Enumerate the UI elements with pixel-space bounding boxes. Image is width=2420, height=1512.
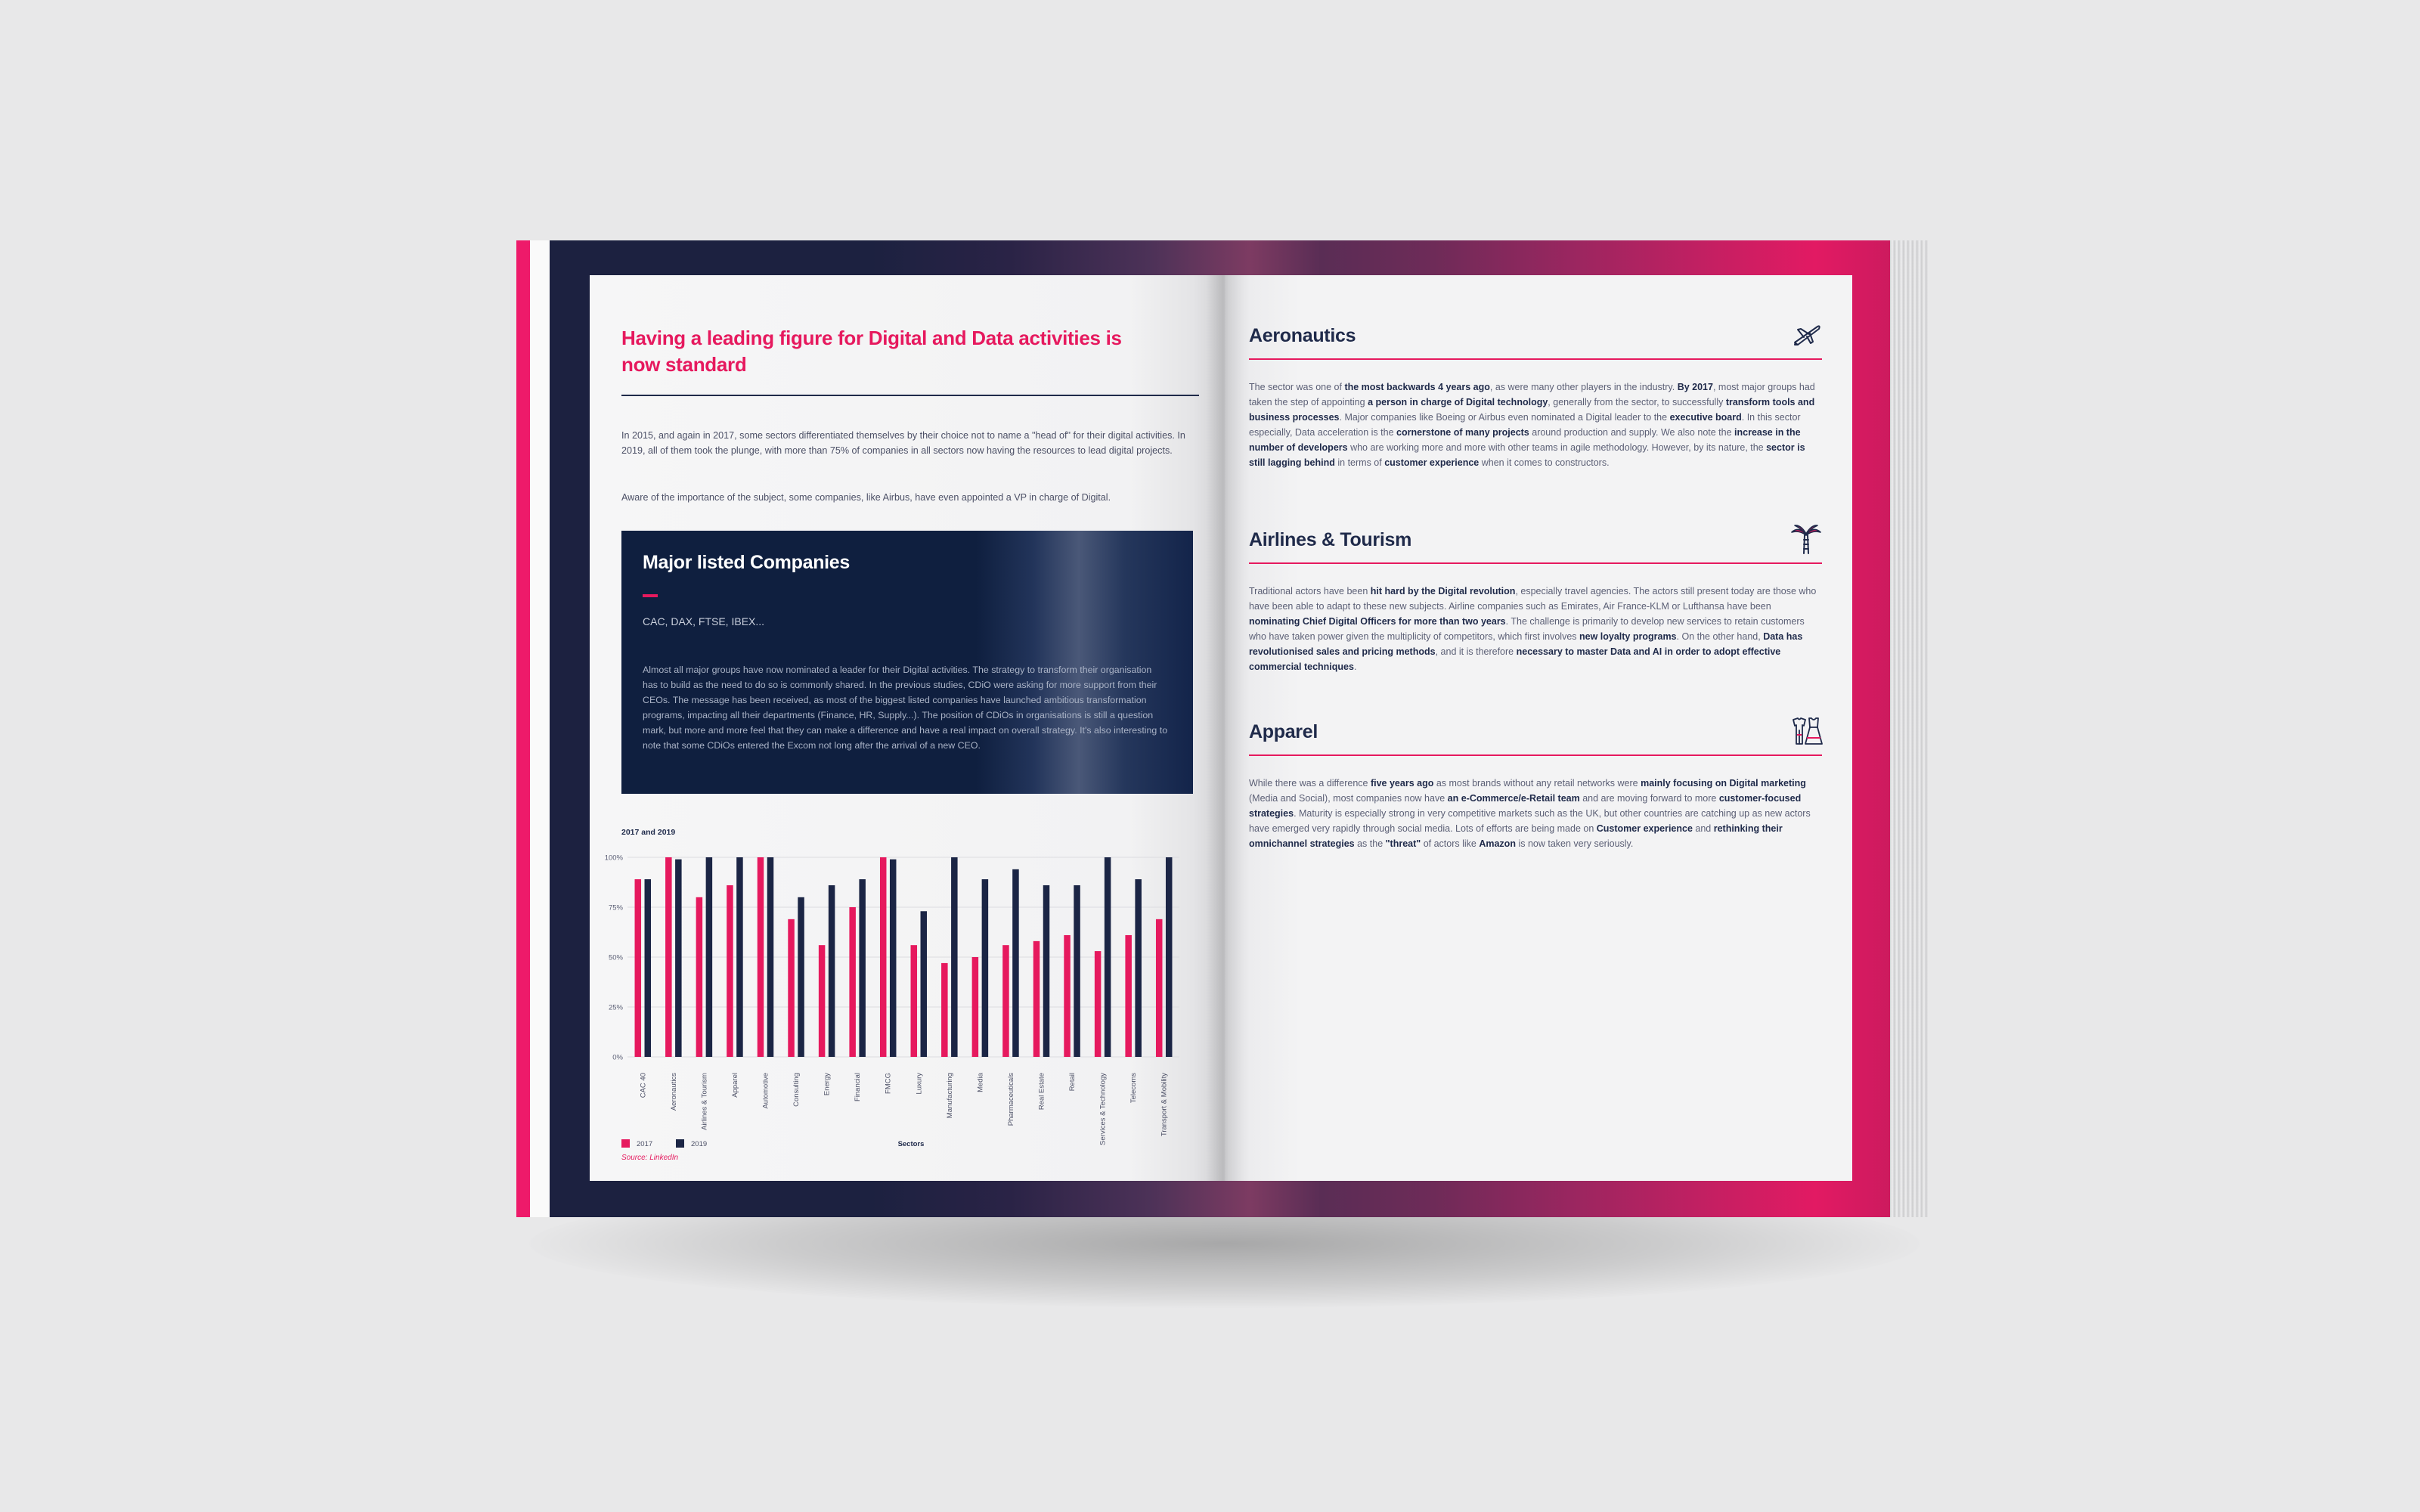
x-tick-label: Real Estate xyxy=(1037,1073,1046,1111)
legend-label: 2019 xyxy=(691,1140,708,1148)
x-tick-label: Airlines & Tourism xyxy=(700,1073,709,1130)
bar-2017 xyxy=(635,879,642,1057)
title-divider xyxy=(621,395,1199,396)
bar-2019 xyxy=(951,857,958,1057)
bar-2019 xyxy=(1012,869,1019,1057)
bar-2017 xyxy=(1033,941,1040,1057)
bar-2017 xyxy=(1002,945,1009,1057)
bar-2017 xyxy=(911,945,918,1057)
x-tick-label: Aeronautics xyxy=(669,1073,678,1111)
page-stack-right xyxy=(1890,240,1928,1217)
left-page xyxy=(590,275,1225,1181)
section-divider xyxy=(1249,358,1822,360)
bar-2019 xyxy=(736,857,743,1057)
bar-2019 xyxy=(982,879,989,1057)
bar-2019 xyxy=(921,911,928,1057)
bar-2017 xyxy=(788,919,795,1057)
y-tick-label: 100% xyxy=(604,854,623,863)
bar-2019 xyxy=(859,879,866,1057)
bar-2017 xyxy=(727,885,733,1057)
section-divider xyxy=(1249,754,1822,756)
legend-label: 2017 xyxy=(637,1140,653,1148)
bar-2019 xyxy=(1043,885,1050,1057)
x-tick-label: CAC 40 xyxy=(639,1073,648,1098)
x-tick-label: Luxury xyxy=(915,1073,924,1095)
major-companies-box xyxy=(621,531,1193,794)
page-title: Having a leading figure for Digital and Data activities is now standard xyxy=(621,327,1122,376)
bar-2019 xyxy=(1135,879,1142,1057)
x-tick-label: Media xyxy=(976,1073,985,1092)
bar-2019 xyxy=(1074,885,1080,1057)
section-title: Aeronautics xyxy=(1249,325,1356,346)
bar-2019 xyxy=(1105,857,1111,1057)
box-subtitle: CAC, DAX, FTSE, IBEX... xyxy=(643,615,765,627)
legend-swatch-2017 xyxy=(621,1139,630,1148)
x-tick-label: Energy xyxy=(823,1073,832,1096)
legend-swatch-2019 xyxy=(676,1139,684,1148)
palm-tree-icon xyxy=(1789,522,1824,556)
x-tick-label: Manufacturing xyxy=(945,1073,954,1119)
bar-2017 xyxy=(941,963,948,1057)
section-title: Airlines & Tourism xyxy=(1249,529,1412,550)
y-tick-label: 75% xyxy=(608,903,623,912)
bar-2019 xyxy=(767,857,774,1057)
x-tick-label: Financial xyxy=(854,1073,863,1102)
x-tick-label: FMCG xyxy=(884,1073,893,1094)
y-tick-label: 25% xyxy=(608,1003,623,1012)
section-body: The sector was one of the most backwards 4 years ago, as were many other players in the industry. By 2017, most major groups had taken the step of appointing a person in charge of Digital technology, generally from the sector, to successfully transform tools and business processes. Major companies like Boeing or Airbus even nominated a Digital leader to the executive board. In this sector especially, Data acceleration is the cornerstone of many projects around production and supply. We also note the increase in the number of developers who are working more and more with other teams in agile methodology. However, by its nature, the sector is still lagging behind in terms of customer experience when it comes to constructors. xyxy=(1249,382,1815,468)
x-tick-label: Telecoms xyxy=(1129,1073,1139,1104)
bar-2017 xyxy=(758,857,764,1057)
section-title: Apparel xyxy=(1249,721,1318,742)
bar-2017 xyxy=(880,857,887,1057)
box-text: Almost all major groups have now nominated a leader for their Digital activities. The strategy to transform their organisation has to build as the need to do so is commonly shared. In the previous studies, CDiO were asking for more support from their CEOs. The message has been received, as most of the biggest listed companies have launched ambitious transformation programs, impacting all their departments (Finance, HR, Supply...). The position of CDiOs in organisations is still a question mark, but more and more feel that they can make a difference and have a real impact on overall strategy. It's also interesting to note that some CDiOs entered the Excom not long after the arrival of a new CEO. xyxy=(643,665,1168,751)
intro-paragraph-2: Aware of the importance of the subject, some companies, like Airbus, have even appointed a VP in charge of Digital. xyxy=(621,492,1111,503)
chart-title: 2017 and 2019 xyxy=(621,828,676,837)
x-tick-label: Transport & Mobility xyxy=(1160,1073,1169,1137)
bar-2019 xyxy=(706,857,713,1057)
bar-2019 xyxy=(645,879,652,1057)
bar-2019 xyxy=(798,897,804,1057)
box-accent-dash xyxy=(643,594,658,597)
bar-2017 xyxy=(819,945,826,1057)
section-body: While there was a difference five years ago as most brands without any retail networks were mainly focusing on Digital marketing (Media and Social), most companies now have an e-Commerce/e-Retail team and are moving forward to more customer-focused strategies. Maturity is especially strong in very competitive markets such as the UK, but other countries are catching up as new actors have emerged very rapidly through social media. Lots of efforts are being made on Customer experience and rethinking their omnichannel strategies as the "threat" of actors like Amazon is now taken very seriously. xyxy=(1249,778,1811,849)
section-divider xyxy=(1249,562,1822,564)
clothing-icon xyxy=(1789,714,1824,748)
book-gutter xyxy=(1206,275,1244,1181)
right-page xyxy=(1225,275,1852,1181)
bar-2017 xyxy=(972,957,979,1057)
bar-2017 xyxy=(849,907,856,1057)
y-tick-label: 0% xyxy=(612,1053,623,1062)
bar-2019 xyxy=(675,860,682,1057)
bar-2017 xyxy=(1064,935,1071,1057)
x-axis-label: Sectors xyxy=(897,1140,925,1148)
x-tick-label: Pharmaceuticals xyxy=(1006,1073,1015,1126)
bar-2017 xyxy=(1125,935,1132,1057)
box-title: Major listed Companies xyxy=(643,552,851,573)
y-tick-label: 50% xyxy=(608,953,623,962)
bar-2017 xyxy=(696,897,703,1057)
bar-2019 xyxy=(1166,857,1173,1057)
bar-2017 xyxy=(1156,919,1163,1057)
bar-2017 xyxy=(1095,951,1102,1057)
bar-2019 xyxy=(890,860,897,1057)
section-body: Traditional actors have been hit hard by the Digital revolution, especially travel agencies. The actors still present today are those who have been able to adapt to these new subjects. Airline companies such as Emirates, Air France-KLM or Lufthansa have been nominating Chief Digital Officers for more than two years. The challenge is primarily to develop new services to retain customers who have taken power given the multiplicity of competitors, which first involves new loyalty programs. On the other hand, Data has revolutionised sales and pricing methods, and it is therefore necessary to master Data and AI in order to adopt effective commercial techniques. xyxy=(1249,586,1817,672)
chart-source: Source: LinkedIn xyxy=(621,1154,679,1162)
x-tick-label: Consulting xyxy=(792,1073,801,1107)
intro-paragraph: In 2015, and again in 2017, some sectors differentiated themselves by their choice not to name a "head of" for their digital activities. In 2019, all of them took the plunge, with more than 75% of companies in all sectors now having the resources to lead digital projects. xyxy=(621,430,1185,456)
x-tick-label: Retail xyxy=(1068,1073,1077,1092)
page-stack-left xyxy=(530,240,550,1217)
airplane-icon xyxy=(1789,318,1824,352)
bar-2019 xyxy=(829,885,835,1057)
x-tick-label: Apparel xyxy=(730,1073,739,1098)
cover-edge xyxy=(516,240,530,1217)
x-tick-label: Services & Technology xyxy=(1098,1073,1108,1145)
x-tick-label: Automotive xyxy=(761,1073,770,1109)
bar-2017 xyxy=(665,857,672,1057)
